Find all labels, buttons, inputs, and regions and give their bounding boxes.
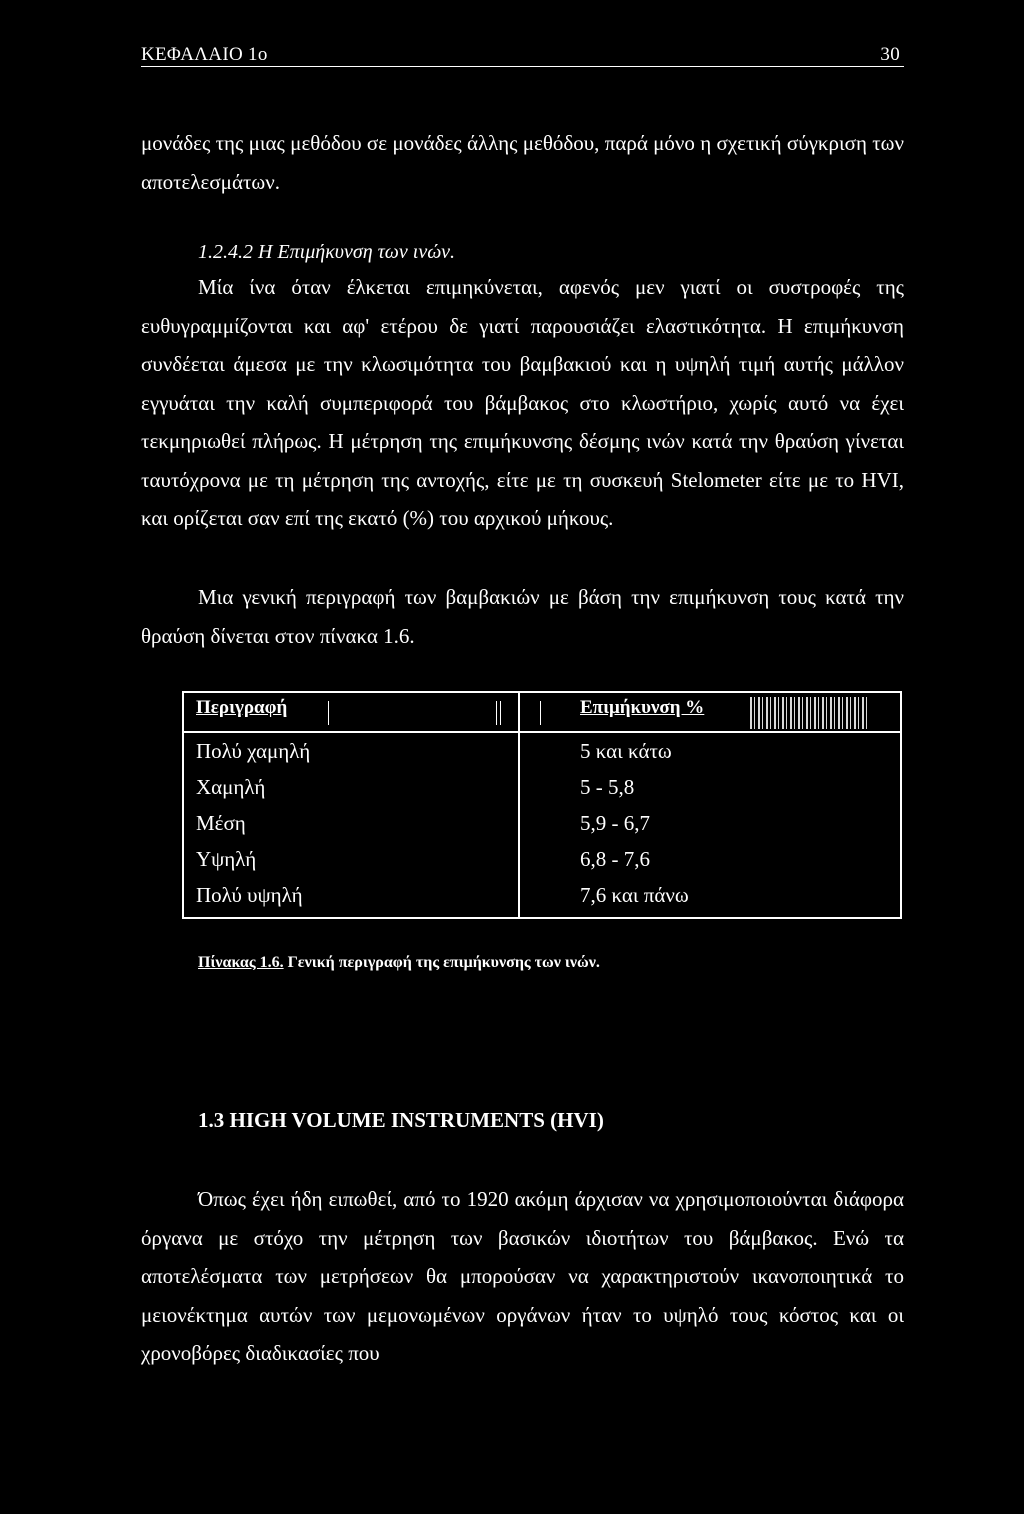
- table-caption: [198, 954, 600, 972]
- table-cell-description: Μέση: [196, 811, 246, 835]
- caption-label: Πίνακας 1.6.: [198, 954, 284, 971]
- header-rule: [184, 731, 900, 733]
- paragraph-table-intro: Μια γενική περιγραφή των βαμβακιών με βάση την επιμήκυνση τους κατά την θραύση δίνεται στον πίνακα 1.6.: [141, 585, 904, 648]
- table-header-description: Περιγραφή: [196, 697, 288, 718]
- table-cell-value: 5 και κάτω: [580, 739, 672, 763]
- chapter-label: ΚΕΦΑΛΑΙΟ 1ο: [141, 44, 268, 65]
- paragraph-elongation: Μία ίνα όταν έλκεται επιμηκύνεται, αφενός μεν γιατί οι συστροφές της ευθυγραμμίζονται και αφ' ετέρου δε γιατί παρουσιάζει ελαστικότητα. Η επιμήκυνση συνδέεται άμεσα με την κλωσιμότητα του βαμβακιού και η υψηλή τιμή αυτής μάλλον εγγυάται την καλή συμπεριφορά του βάμβακος στο κλωστήριο, χωρίς αυτό να έχει τεκμηριωθεί πλήρως. Η μέτρηση της επιμήκυνσης δέσμης ινών κατά την θραύση γίνεται ταυτόχρονα με τη μέτρηση της αντοχής, είτε με τη συσκευή Stelometer είτε με το HVI, και ορίζεται σαν επί της εκατό (%) του αρχικού μήκους.: [141, 275, 904, 530]
- section-heading: 1.3 HIGH VOLUME INSTRUMENTS (HVI): [198, 1108, 604, 1132]
- scan-mark: [540, 701, 541, 725]
- scan-mark: [496, 701, 497, 725]
- table-cell-value: 6,8 - 7,6: [580, 847, 650, 871]
- scan-mark: [328, 701, 329, 725]
- paragraph-hvi: Όπως έχει ήδη ειπωθεί, από το 1920 ακόμη άρχισαν να χρησιμοποιούνται διάφορα όργανα με στόχο την μέτρηση των βασικών ιδιοτήτων του βάμβακος. Ενώ τα αποτελέσματα των μετρήσεων θα μπορούσαν να χαρακτηριστούν ικανοποιητικά το μειονέκτημα αυτών των μεμονωμένων οργάνων ήταν το υψηλό τους κόστος και οι χρονοβόρες διαδικασίες που: [141, 1187, 904, 1365]
- elongation-table: [182, 691, 902, 919]
- scan-noise: [750, 697, 870, 729]
- subsection-heading: 1.2.4.2 Η Επιμήκυνση των ινών.: [198, 241, 456, 263]
- caption-text: Γενική περιγραφή της επιμήκυνσης των ινών.: [287, 954, 600, 971]
- table-cell-value: 7,6 και πάνω: [580, 883, 689, 907]
- table-cell-value: 5 - 5,8: [580, 775, 635, 799]
- table-cell-value: 5,9 - 6,7: [580, 811, 650, 835]
- running-header: [141, 38, 904, 67]
- table-cell-description: Χαμηλή: [196, 775, 266, 799]
- table-cell-description: Υψηλή: [196, 847, 257, 871]
- table-cell-description: Πολύ υψηλή: [196, 883, 303, 907]
- column-divider: [518, 693, 520, 917]
- page-number: 30: [880, 44, 900, 65]
- table-header-elongation: Επιμήκυνση %: [580, 697, 705, 718]
- scan-mark: [500, 701, 501, 725]
- table-cell-description: Πολύ χαμηλή: [196, 739, 311, 763]
- paragraph-continuation: μονάδες της μιας μεθόδου σε μονάδες άλλης μεθόδου, παρά μόνο η σχετική σύγκριση των αποτελεσμάτων.: [141, 131, 904, 194]
